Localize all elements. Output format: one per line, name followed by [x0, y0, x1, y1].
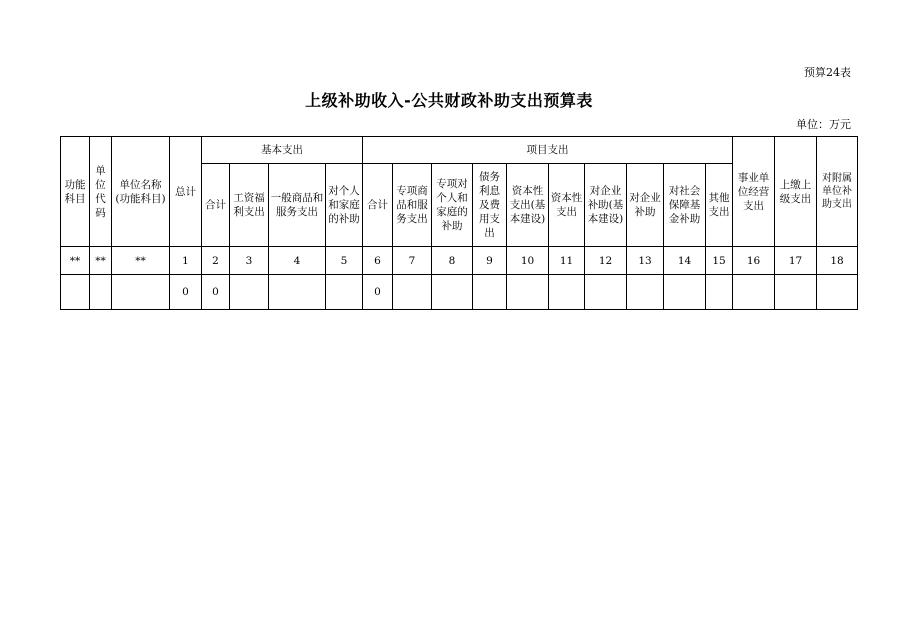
data-cell: [432, 275, 473, 310]
unit-label: 单位：万元: [796, 118, 851, 131]
index-cell: 12: [585, 247, 627, 275]
data-cell: [473, 275, 507, 310]
index-cell: **: [112, 247, 170, 275]
header-social-security: 对社会保障基金补助: [664, 164, 706, 247]
header-project-group: 项目支出: [363, 137, 733, 164]
data-cell: [549, 275, 585, 310]
index-cell: 4: [269, 247, 326, 275]
data-cell: 0: [202, 275, 230, 310]
index-cell: 13: [627, 247, 664, 275]
data-cell: [664, 275, 706, 310]
index-cell: 16: [733, 247, 775, 275]
index-cell: 14: [664, 247, 706, 275]
index-cell: 3: [230, 247, 269, 275]
header-subsidy-affiliates: 对附属单位补助支出: [817, 137, 858, 247]
index-cell: 15: [706, 247, 733, 275]
index-row: [61, 247, 858, 275]
data-cell: [269, 275, 326, 310]
header-wages: 工资福利支出: [230, 164, 269, 247]
header-unit-code: 单位代码: [90, 137, 112, 247]
index-cell: 5: [326, 247, 363, 275]
data-row: [61, 275, 858, 310]
header-basic-total: 合计: [202, 164, 230, 247]
data-cell: [90, 275, 112, 310]
budget-table: [60, 136, 858, 310]
index-cell: 2: [202, 247, 230, 275]
index-cell: **: [61, 247, 90, 275]
header-goods-services: 一般商品和服务支出: [269, 164, 326, 247]
data-cell: [112, 275, 170, 310]
header-special-personal: 专项对个人和家庭的补助: [432, 164, 473, 247]
header-turnover-superior: 上缴上级支出: [775, 137, 817, 247]
index-cell: 9: [473, 247, 507, 275]
index-cell: 6: [363, 247, 393, 275]
page-title: 上级补助收入-公共财政补助支出预算表: [305, 91, 593, 110]
header-unit-name: 单位名称(功能科目): [112, 137, 170, 247]
index-cell: 7: [393, 247, 432, 275]
header-enterprise-subsidy: 对企业补助: [627, 164, 664, 247]
index-cell: 8: [432, 247, 473, 275]
index-cell: 18: [817, 247, 858, 275]
data-cell: [733, 275, 775, 310]
header-capital: 资本性支出: [549, 164, 585, 247]
header-capital-construction: 资本性支出(基本建设): [507, 164, 549, 247]
index-cell: 10: [507, 247, 549, 275]
data-cell: [61, 275, 90, 310]
data-cell: [326, 275, 363, 310]
data-cell: [230, 275, 269, 310]
header-personal-subsidy: 对个人和家庭的补助: [326, 164, 363, 247]
data-cell: 0: [170, 275, 202, 310]
data-cell: [507, 275, 549, 310]
data-cell: [393, 275, 432, 310]
header-special-goods: 专项商品和服务支出: [393, 164, 432, 247]
data-cell: [817, 275, 858, 310]
data-cell: [627, 275, 664, 310]
index-cell: 17: [775, 247, 817, 275]
data-cell: [775, 275, 817, 310]
header-func-subject: 功能科目: [61, 137, 90, 247]
header-total: 总计: [170, 137, 202, 247]
header-biz-operation: 事业单位经营支出: [733, 137, 775, 247]
index-cell: 1: [170, 247, 202, 275]
header-debt-interest: 债务利息及费用支出: [473, 164, 507, 247]
data-cell: 0: [363, 275, 393, 310]
data-cell: [585, 275, 627, 310]
header-project-total: 合计: [363, 164, 393, 247]
data-cell: [706, 275, 733, 310]
index-cell: **: [90, 247, 112, 275]
header-other: 其他支出: [706, 164, 733, 247]
header-basic-group: 基本支出: [202, 137, 363, 164]
index-cell: 11: [549, 247, 585, 275]
header-enterprise-construction: 对企业补助(基本建设): [585, 164, 627, 247]
table-number: 预算24表: [804, 66, 851, 79]
